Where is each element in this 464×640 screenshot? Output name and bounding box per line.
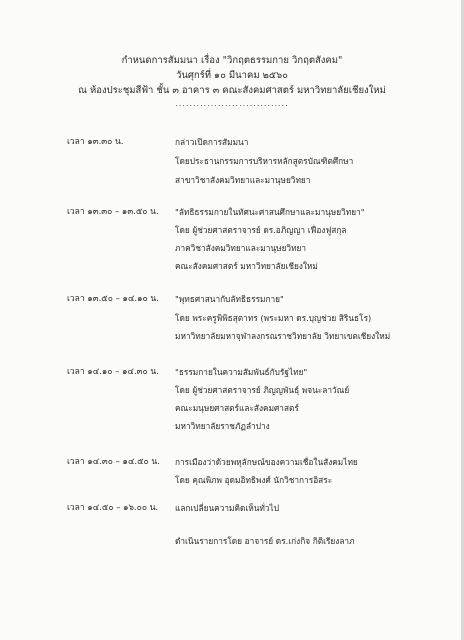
schedule-time: เวลา ๑๓.๓๐ น. [67,137,124,147]
moderator-line: ดำเนินรายการโดย อาจารย์ ดร.เก่งกิจ กิติเรียงลาภ [175,536,355,546]
seminar-date: วันศุกร์ที่ ๑๐ มีนาคม ๒๕๖๐ [176,70,288,81]
dotted-separator: ................................ [175,99,289,108]
schedule-detail: โดย ผู้ช่วยศาสตราจารย์ ภิญญพันธุ์ พจนะลาวัณย์ [175,385,350,395]
seminar-venue: ณ ห้องประชุมสีฟ้า ชั้น ๓ อาคาร ๓ คณะสังคมศาสตร์ มหาวิทยาลัยเชียงใหม่ [78,85,386,96]
schedule-detail: สาขาวิชาสังคมวิทยาและมานุษยวิทยา [175,175,311,185]
schedule-topic: "ธรรมกายในความสัมพันธ์กับรัฐไทย" [175,367,308,377]
schedule-detail: คณะสังคมศาสตร์ มหาวิทยาลัยเชียงใหม่ [175,261,318,271]
schedule-detail: โดย คุณพิภพ อุดมอิทธิพงศ์ นักวิชาการอิสระ [175,475,333,485]
schedule-detail: มหาวิทยาลัยมหาจุฬาลงกรณราชวิทยาลัย วิทยาเขตเชียงใหม่ [175,331,391,341]
schedule-time: เวลา ๑๓.๕๐ – ๑๔.๑๐ น. [67,294,159,304]
schedule-topic: "พุทธศาสนากับลัทธิธรรมกาย" [175,294,284,304]
schedule-detail: คณะมนุษยศาสตร์และสังคมศาสตร์ [175,403,299,413]
seminar-title: กำหนดการสัมมนา เรื่อง "วิกฤตธรรมกาย วิกฤตสังคม" [121,55,343,66]
schedule-time: เวลา ๑๔.๑๐ – ๑๔.๓๐ น. [67,367,159,377]
schedule-detail: ภาควิชาสังคมวิทยาและมานุษยวิทยา [175,243,307,253]
schedule-detail: โดย ผู้ช่วยศาสตราจารย์ ดร.อภิญญา เฟื่องฟูสกุล [175,225,347,235]
schedule-time: เวลา ๑๓.๓๐ – ๑๓.๕๐ น. [67,207,159,217]
schedule-time: เวลา ๑๔.๓๐ – ๑๔.๕๐ น. [67,457,160,467]
schedule-detail: โดยประธานกรรมการบริหารหลักสูตรบัณฑิตศึกษา [175,156,354,166]
schedule-topic: แลกเปลี่ยนความคิดเห็นทั่วไป [175,503,279,513]
schedule-topic: การเมืองว่าด้วยพหุลักษณ์ของความเชื่อในสังคมไทย [175,457,358,467]
schedule-topic: กล่าวเปิดการสัมมนา [175,137,249,147]
schedule-time: เวลา ๑๔.๕๐ – ๑๖.๐๐ น. [67,503,159,513]
schedule-topic: "ลัทธิธรรมกายในทัศนะศาสนศึกษาและมานุษยวิทยา" [175,207,365,217]
schedule-detail: มหาวิทยาลัยราชภัฏลำปาง [175,421,270,431]
schedule-detail: โดย พระครูพิพิธสุตาทร (พระมหา ดร.บุญช่วย สิรินธโร) [175,313,372,323]
